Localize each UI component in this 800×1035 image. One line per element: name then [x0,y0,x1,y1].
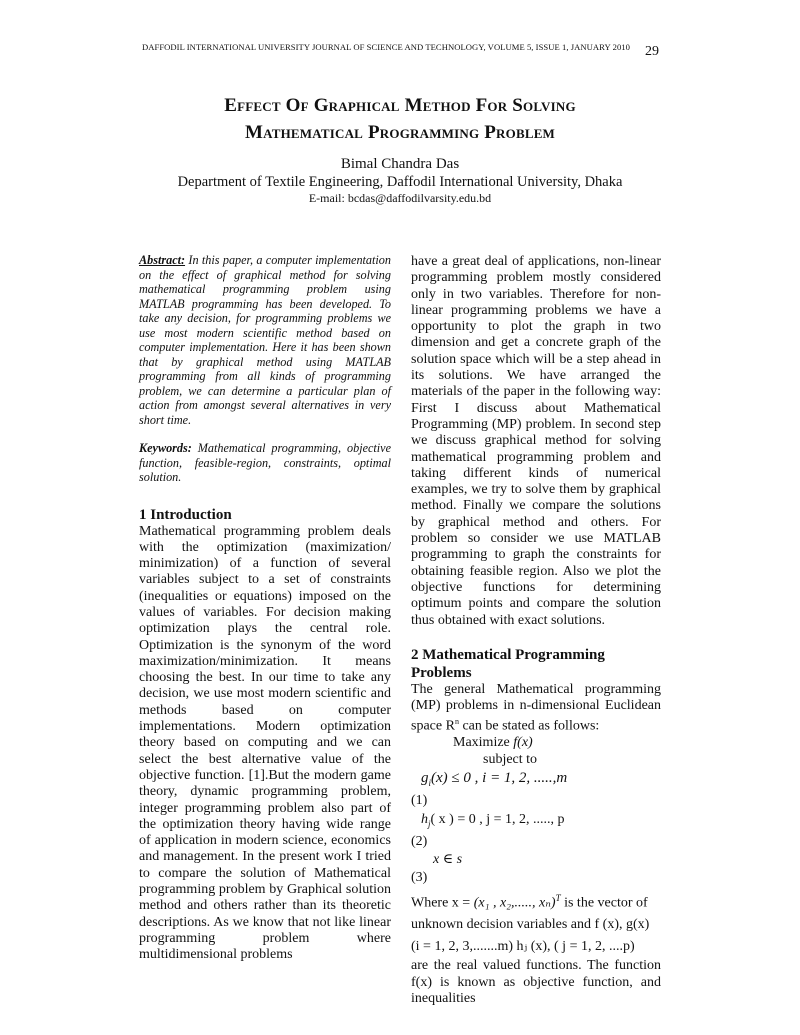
decision-vector: (x₁ , x₂,....., xₙ) [473,895,556,911]
title-line-1: Effect Of Graphical Method For Solving [224,95,576,116]
where-line [411,887,661,915]
paper-title [100,92,700,146]
section-2-heading-line-1: 2 Mathematical Programming [411,646,605,663]
subject-to: subject to [483,751,538,767]
where-after: is the vector of [560,895,648,911]
constraint-2-func: h [421,811,428,827]
keywords-label: Keywords: [139,441,192,455]
equation-number-3: (3) [411,870,428,886]
title-line-2: Mathematical Programming Problem [244,122,556,143]
abstract-text: In this paper, a computer implementation on the effect of graphical method for solving mathematical programming problem using MATLAB programming has been developed. To take any decision, for programming problems we use most modern scientific method based on computer implementation. Here it has been shown that by graphical method using MATLAB programming from all kinds of programming problem, we can determine a particular plan of action from amongst several alternatives in very short time. [139,253,391,427]
constraint-2 [411,810,661,834]
constraint-2-sub: j [428,818,431,829]
section-1-heading: 1 Introduction [139,506,232,523]
author-affiliation: Department of Textile Engineering, Daffodil International University, Dhaka [177,174,623,190]
keywords-text: Mathematical programming, objective function, feasible-region, constraints, optimal solution. [139,441,391,484]
transpose-sup: T [555,892,561,903]
constraint-1 [411,768,661,793]
abstract-label: Abstract: [139,253,186,267]
constraint-1-func: g [421,770,429,787]
constraint-2-rhs: ( x ) = 0 , j = 1, 2, ....., p [430,811,565,827]
constraint-1-sub: i [428,778,432,789]
equation-number-1: (1) [411,793,428,809]
maximize-word: Maximize [453,735,514,751]
right-column [411,254,661,1007]
section-2-heading-line-2: Problems [411,664,472,681]
abstract [139,253,391,427]
section-2-closing-text: are the real valued functions. The function f(x) is known as objective function, and inequalities [411,958,661,1006]
maximize-line [411,735,661,752]
page-number: 29 [645,44,659,59]
author-email: E-mail: bcdas@daffodilvarsity.edu.bd [308,191,492,205]
objective-function: f(x) [513,735,533,751]
unknown-variables-line: unknown decision variables and f (x), g(x) [411,917,650,933]
section-2-intro [411,682,661,736]
equation-number-2: (2) [411,833,428,849]
section-2-intro-end: can be stated as follows: [458,719,600,735]
constraint-1-rhs: (x) ≤ 0 , i = 1, 2, .....,m [431,770,568,787]
author-name: Bimal Chandra Das [340,156,460,172]
left-column [139,253,391,964]
section-2-intro-sup: n [454,717,459,727]
section-2-intro-start: The general Mathematical programming (MP) problems in n-dimensional Euclidean space R [411,681,661,735]
running-head: DAFFODIL INTERNATIONAL UNIVERSITY JOURNAL OF SCIENCE AND TECHNOLOGY, VOLUME 5, ISSUE 1, JANUARY 2010 [142,42,631,52]
constraint-3: x ∈ s [433,852,463,868]
intro-continued-text: have a great deal of applications, non-linear programming problem mostly considered only in two variables. Therefore for non-linear programming problems we have a opportunity to plot the graph in two dimension and get a concrete graph of the solution space which will be a step ahead in its solutions. We have arranged the materials of the paper in the following way: First I discuss about Mathematical Programming (MP) problem. In second step we discuss graphical method for solving mathematical programming problem and taking different kinds of numerical examples, we try to solve them by graphical method. Finally we compare the solutions by graphical method and others. For problem so consider we use MATLAB programming to graph the constraints for obtaining feasible region. Also we plot the objective functions for determining optimum points and compare the solution thus obtained with exact solutions. [411,254,661,628]
section-1-text: Mathematical programming problem deals with the optimization (maximization/ minimization) of a function of several variables subject to a set of constraints (inequalities or equations) imposed on the values of variables. For decision making optimization plays the central role. Optimization is the synonym of the word maximization/minimization. It means choosing the best. In our time to take any decision, we use most modern scientific and methods based on computer implementations. Modern optimization theory based on computing and we can select the best alternative value of the objective function. [1].But the modern game theory, dynamic programming problem, integer programming problem also part of the optimization theory having wide range of application in modern science, economics and management. In the present work I tried to compare the solution of Mathematical programming problem by Graphical solution method and others rather than its theoretic descriptions. As we know that not like linear programming problem where multidimensional problems [139,523,391,963]
keywords [139,441,391,485]
index-range-line: (i = 1, 2, 3,.......m) hⱼ (x), ( j = 1, 2, ....p) [411,939,635,955]
section-2-heading [411,646,661,682]
where-text: Where x = [411,895,474,911]
